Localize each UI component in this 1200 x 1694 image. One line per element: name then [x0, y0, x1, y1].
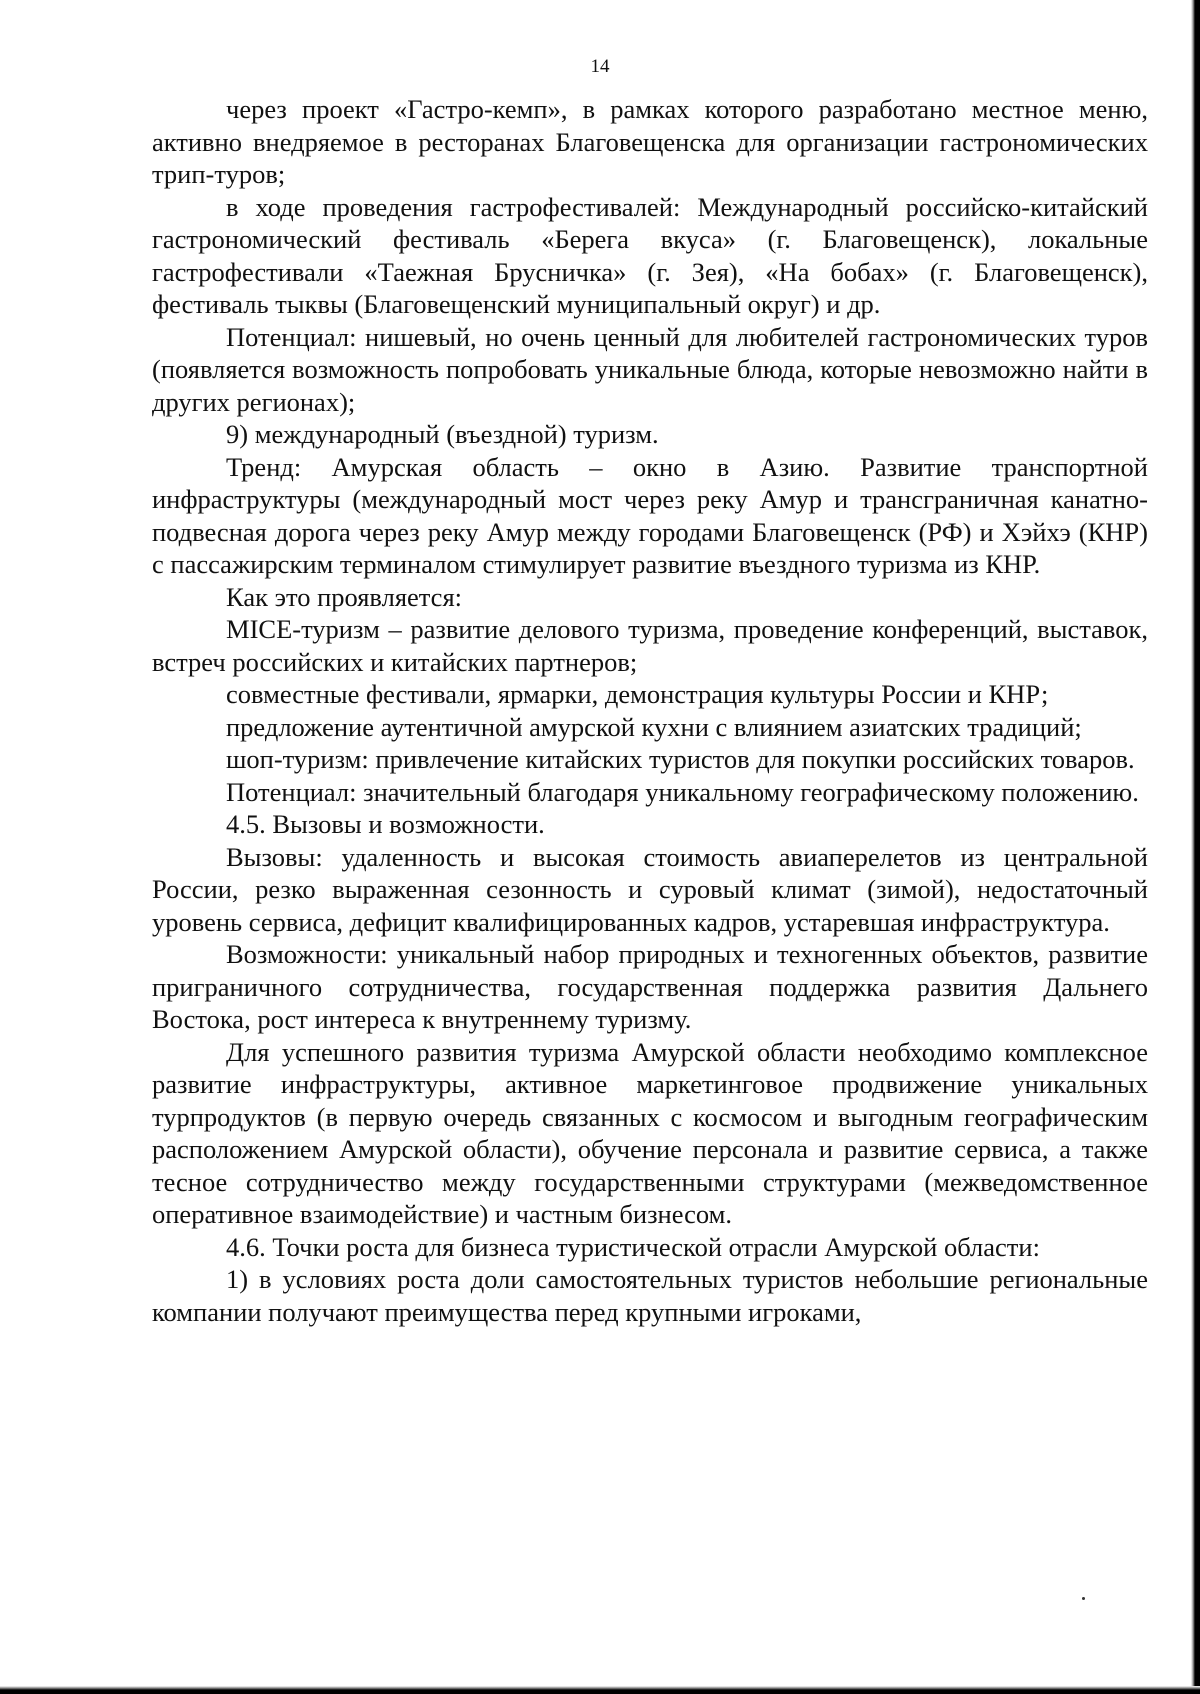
paragraph-international-potential: Потенциал: значительный благодаря уникальному географическому положению. [226, 776, 1139, 807]
paragraph-shop-tourism: шоп-туризм: привлечение китайских туристов для покупки российских товаров. [226, 744, 1135, 774]
document-body [152, 93, 1148, 1328]
paragraph-gastro-potential: Потенциал: нишевый, но очень ценный для любителей гастрономических туров (появляется возможность попробовать уникальные блюда, которые невозможно найти в других регионах); [152, 321, 1148, 417]
paragraph-how-it-manifests: Как это проявляется: [226, 581, 462, 612]
section-heading-4-5: 4.5. Вызовы и возможности. [226, 809, 545, 839]
paragraph-cuisine: предложение аутентичной амурской кухни с влиянием азиатских традиций; [226, 711, 1082, 742]
paragraph-growth-point-1: 1) в условиях роста доли самостоятельных туристов небольшие региональные компании получают преимущества перед крупными игроками, [152, 1264, 1148, 1327]
scan-speck [1082, 1597, 1085, 1600]
paragraph-gastro-festivals: в ходе проведения гастрофестивалей: Международный российско-китайский гастрономический фестиваль «Берега вкуса» (г. Благовещенск), локальные гастрофестивали «Таежная Брусничка» (г. Зея), «На бобах» (г. Благовещенск), фестиваль тыквы (Благовещенский муниципальный округ) и др. [152, 191, 1148, 319]
scan-edge-bottom [0, 1686, 1200, 1694]
paragraph-conclusion: Для успешного развития туризма Амурской области необходимо комплексное развитие инфраструктуры, активное маркетинговое продвижение уникальных турпродуктов (в первую очередь связанных с космосом и выгодным географическим расположением Амурской области), обучение персонала и развитие сервиса, а также тесное сотрудничество между государственными структурами (межведомственное оперативное взаимодействие) и частным бизнесом. [152, 1036, 1148, 1229]
paragraph-international-tourism: 9) международный (въездной) туризм. [226, 419, 659, 449]
page-number: 14 [590, 56, 610, 77]
paragraph-mice: MICE-туризм – развитие делового туризма, проведение конференций, выставок, встреч российских и китайских партнеров; [152, 614, 1148, 677]
paragraph-gastro-camp: через проект «Гастро-кемп», в рамках которого разработано местное меню, активно внедряемое в ресторанах Благовещенска для организации гастрономических трип-туров; [152, 94, 1148, 189]
section-heading-4-6: 4.6. Точки роста для бизнеса туристической отрасли Амурской области: [226, 1231, 1040, 1262]
scan-edge-right [1191, 0, 1200, 1694]
paragraph-trend: Тренд: Амурская область – окно в Азию. Развитие транспортной инфраструктуры (международный мост через реку Амур и трансграничная канатно-подвесная дорога через реку Амур между городами Благовещенск (РФ) и Хэйхэ (КНР) с пассажирским терминалом стимулирует развитие въездного туризма из КНР. [152, 451, 1148, 579]
paragraph-festivals: совместные фестивали, ярмарки, демонстрация культуры России и КНР; [226, 679, 1049, 709]
paragraph-opportunities: Возможности: уникальный набор природных и техногенных объектов, развитие приграничного сотрудничества, государственная поддержка развития Дальнего Востока, рост интереса к внутреннему туризму. [152, 939, 1148, 1034]
paragraph-challenges: Вызовы: удаленность и высокая стоимость авиаперелетов из центральной России, резко выраженная сезонность и суровый климат (зимой), недостаточный уровень сервиса, дефицит квалифицированных кадров, устаревшая инфраструктура. [152, 841, 1148, 937]
